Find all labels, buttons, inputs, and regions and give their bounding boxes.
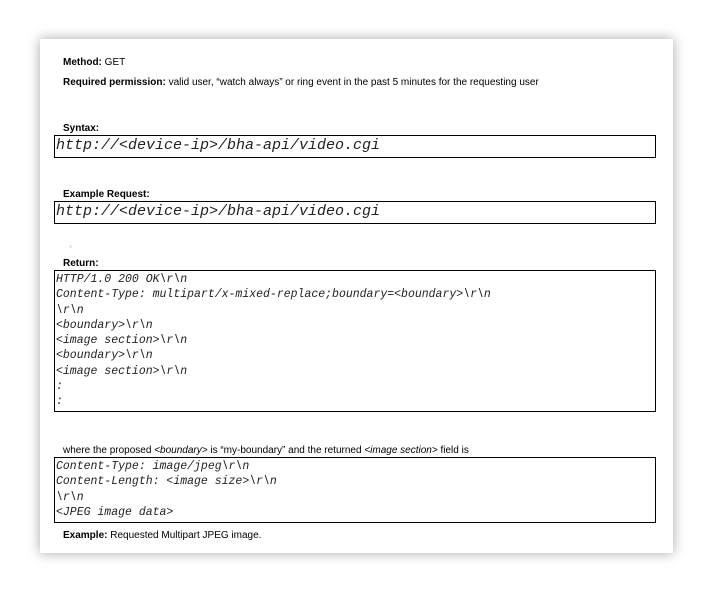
example-request-code: http://<device-ip>/bha-api/video.cgi bbox=[56, 203, 381, 220]
example-request-label: Example Request: bbox=[63, 189, 150, 200]
image-section-line: \r\n bbox=[56, 490, 84, 504]
return-line: : bbox=[56, 395, 63, 409]
return-line: <image section>\r\n bbox=[56, 334, 188, 348]
syntax-code-box bbox=[54, 135, 656, 158]
return-line: <boundary>\r\n bbox=[56, 318, 153, 332]
example-value: Requested Multipart JPEG image. bbox=[110, 530, 262, 541]
return-line: HTTP/1.0 200 OK\r\n bbox=[56, 273, 188, 286]
note-suffix: field is bbox=[437, 445, 469, 456]
return-code-box bbox=[54, 270, 656, 412]
document-page bbox=[40, 39, 673, 553]
permission-line bbox=[63, 77, 539, 89]
method-value: GET bbox=[104, 57, 126, 68]
return-label: Return: bbox=[63, 258, 99, 269]
image-section-line: Content-Length: <image size>\r\n bbox=[56, 475, 277, 489]
return-line: <boundary>\r\n bbox=[56, 349, 153, 363]
note-image-section: <image section> bbox=[364, 445, 438, 456]
speck-mark bbox=[69, 245, 72, 248]
syntax-label: Syntax: bbox=[63, 123, 100, 134]
return-line: <image section>\r\n bbox=[56, 364, 188, 378]
permission-value: valid user, “watch always” or ring event in the past 5 minutes for the requesting user bbox=[168, 77, 539, 88]
note-middle: is “my-boundary” and the returned bbox=[207, 445, 365, 456]
image-section-line: <JPEG image data> bbox=[56, 505, 174, 519]
note-boundary: <boundary> bbox=[154, 445, 208, 456]
note-prefix: where the proposed bbox=[63, 445, 155, 456]
image-section-note bbox=[63, 445, 469, 457]
example-request-code-box bbox=[54, 201, 656, 224]
example-label: Example: bbox=[63, 530, 108, 541]
return-line: Content-Type: multipart/x-mixed-replace;boundary=<boundary>\r\n bbox=[56, 288, 491, 302]
permission-label: Required permission: bbox=[63, 77, 166, 88]
return-line: \r\n bbox=[56, 303, 84, 317]
image-section-line: Content-Type: image/jpeg\r\n bbox=[56, 460, 250, 473]
return-line: : bbox=[56, 380, 63, 394]
example-line bbox=[63, 530, 261, 542]
method-line bbox=[63, 57, 125, 69]
syntax-code: http://<device-ip>/bha-api/video.cgi bbox=[56, 137, 381, 154]
method-label: Method: bbox=[63, 57, 102, 68]
image-section-code-box bbox=[54, 457, 656, 523]
